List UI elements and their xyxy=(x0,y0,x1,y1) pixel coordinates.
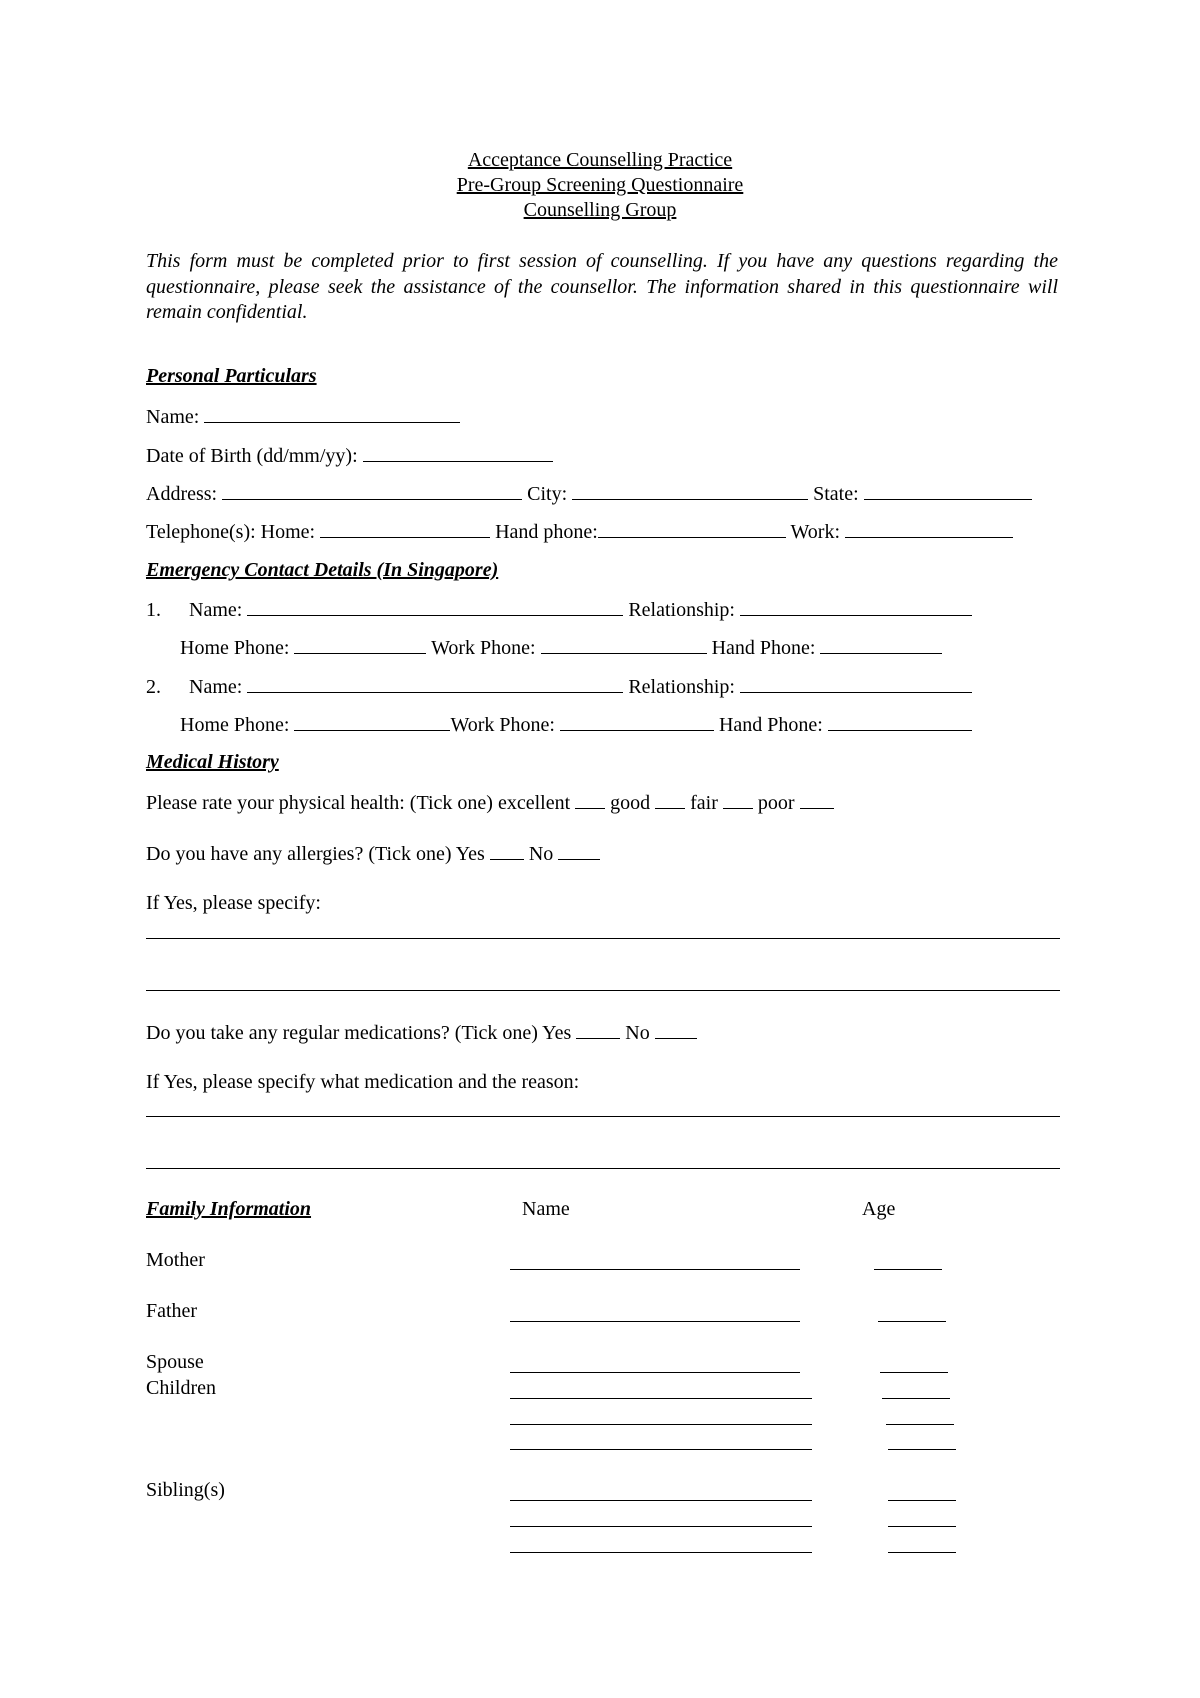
child-1-name-field[interactable] xyxy=(510,1398,812,1399)
practice-title: Acceptance Counselling Practice xyxy=(467,149,733,171)
allergy-row xyxy=(146,840,600,866)
state-field[interactable] xyxy=(864,480,1032,500)
handphone-field[interactable] xyxy=(598,518,786,538)
sibling-3-name-field[interactable] xyxy=(510,1552,812,1553)
child-1-age-field[interactable] xyxy=(882,1398,950,1399)
state-label: State: xyxy=(813,483,859,505)
hand-phone-label: Hand Phone: xyxy=(711,637,816,659)
child-2-name-field[interactable] xyxy=(510,1424,812,1425)
option-poor: poor xyxy=(757,792,795,814)
contact-2-row xyxy=(146,673,972,699)
home-phone-field[interactable] xyxy=(320,518,490,538)
excellent-tick-field[interactable] xyxy=(575,789,605,809)
dob-label: Date of Birth (dd/mm/yy): xyxy=(146,445,358,467)
allergy-no-label: No xyxy=(528,843,554,865)
sibling-1-age-field[interactable] xyxy=(888,1500,956,1501)
mother-age-field[interactable] xyxy=(874,1269,942,1270)
contact-1-home-field[interactable] xyxy=(294,634,426,654)
family-heading: Family Information xyxy=(146,1198,312,1220)
dob-row xyxy=(146,442,553,468)
medication-question: Do you take any regular medications? (Tick one) Yes xyxy=(146,1022,572,1044)
medication-row xyxy=(146,1019,697,1045)
address-field[interactable] xyxy=(222,480,522,500)
father-age-field[interactable] xyxy=(878,1321,946,1322)
work-phone-field[interactable] xyxy=(845,518,1013,538)
handphone-label: Hand phone: xyxy=(495,521,598,543)
medication-no-label: No xyxy=(625,1022,650,1044)
hand-phone-label: Hand Phone: xyxy=(718,714,823,736)
medication-specify-label: If Yes, please specify what medication and the reason: xyxy=(146,1071,580,1093)
health-rating-row xyxy=(146,789,834,815)
work-label: Work: xyxy=(790,521,841,543)
health-question: Please rate your physical health: (Tick one) xyxy=(146,792,493,814)
relationship-label: Relationship: xyxy=(628,599,735,621)
option-good: good xyxy=(610,792,651,814)
sibling-2-name-field[interactable] xyxy=(510,1526,812,1527)
medication-no-field[interactable] xyxy=(655,1019,697,1039)
name-column-header: Name xyxy=(522,1198,570,1220)
contact-1-relationship-field[interactable] xyxy=(740,596,972,616)
contact-2-hand-field[interactable] xyxy=(828,711,972,731)
work-phone-label: Work Phone: xyxy=(450,714,555,736)
child-2-age-field[interactable] xyxy=(886,1424,954,1425)
telephone-row xyxy=(146,518,1013,544)
home-phone-label: Home Phone: xyxy=(180,637,290,659)
option-excellent: excellent xyxy=(497,792,571,814)
allergy-no-field[interactable] xyxy=(558,840,600,860)
name-label: Name: xyxy=(146,406,200,428)
child-3-age-field[interactable] xyxy=(888,1449,956,1450)
telephone-home-label: Telephone(s): Home: xyxy=(146,521,316,543)
siblings-label: Sibling(s) xyxy=(146,1479,225,1501)
contact-name-label: Name: xyxy=(189,599,243,621)
medical-heading: Medical History xyxy=(146,751,279,773)
emergency-heading: Emergency Contact Details (In Singapore) xyxy=(146,559,499,581)
dob-field[interactable] xyxy=(363,442,553,462)
name-row xyxy=(146,403,460,429)
spouse-age-field[interactable] xyxy=(880,1372,948,1373)
relationship-label: Relationship: xyxy=(628,676,735,698)
name-field[interactable] xyxy=(204,403,460,423)
contact-2-work-field[interactable] xyxy=(560,711,714,731)
address-row xyxy=(146,480,1032,506)
option-fair: fair xyxy=(690,792,718,814)
intro-text: This form must be completed prior to first session of counselling. If you have any questions regarding the questionnaire, please seek the assistance of the counsellor. The information shared in this questionnaire will remain confidential. xyxy=(146,250,1058,323)
allergy-question: Do you have any allergies? (Tick one) Yes xyxy=(146,843,485,865)
sibling-2-age-field[interactable] xyxy=(888,1526,956,1527)
children-label: Children xyxy=(146,1377,216,1399)
contact-1-work-field[interactable] xyxy=(541,634,707,654)
contact-name-label: Name: xyxy=(189,676,243,698)
poor-tick-field[interactable] xyxy=(800,789,834,809)
group-title: Counselling Group xyxy=(523,199,677,221)
medication-yes-field[interactable] xyxy=(576,1019,620,1039)
contact-number: 1. xyxy=(146,599,161,621)
home-phone-label: Home Phone: xyxy=(180,714,290,736)
medication-specify-line-1[interactable] xyxy=(146,1116,1060,1117)
father-name-field[interactable] xyxy=(510,1321,800,1322)
mother-label: Mother xyxy=(146,1249,205,1271)
spouse-name-field[interactable] xyxy=(510,1372,800,1373)
mother-name-field[interactable] xyxy=(510,1269,800,1270)
contact-2-phones-row xyxy=(180,711,972,737)
personal-heading: Personal Particulars xyxy=(146,365,317,387)
work-phone-label: Work Phone: xyxy=(431,637,536,659)
address-label: Address: xyxy=(146,483,218,505)
sibling-1-name-field[interactable] xyxy=(510,1500,812,1501)
sibling-3-age-field[interactable] xyxy=(888,1552,956,1553)
child-3-name-field[interactable] xyxy=(510,1449,812,1450)
allergy-yes-field[interactable] xyxy=(490,840,524,860)
good-tick-field[interactable] xyxy=(655,789,685,809)
allergy-specify-label: If Yes, please specify: xyxy=(146,892,321,914)
contact-2-relationship-field[interactable] xyxy=(740,673,972,693)
contact-number: 2. xyxy=(146,676,161,698)
contact-1-phones-row xyxy=(180,634,942,660)
city-label: City: xyxy=(527,483,568,505)
contact-1-name-field[interactable] xyxy=(247,596,623,616)
spouse-label: Spouse xyxy=(146,1351,204,1373)
contact-1-row xyxy=(146,596,972,622)
allergy-specify-line-1[interactable] xyxy=(146,938,1060,939)
contact-2-home-field[interactable] xyxy=(294,711,450,731)
father-label: Father xyxy=(146,1300,198,1322)
city-field[interactable] xyxy=(572,480,808,500)
form-title: Pre-Group Screening Questionnaire xyxy=(456,174,744,196)
fair-tick-field[interactable] xyxy=(723,789,753,809)
medication-specify-line-2[interactable] xyxy=(146,1168,1060,1169)
allergy-specify-line-2[interactable] xyxy=(146,990,1060,991)
contact-2-name-field[interactable] xyxy=(247,673,623,693)
age-column-header: Age xyxy=(862,1198,896,1220)
contact-1-hand-field[interactable] xyxy=(820,634,942,654)
